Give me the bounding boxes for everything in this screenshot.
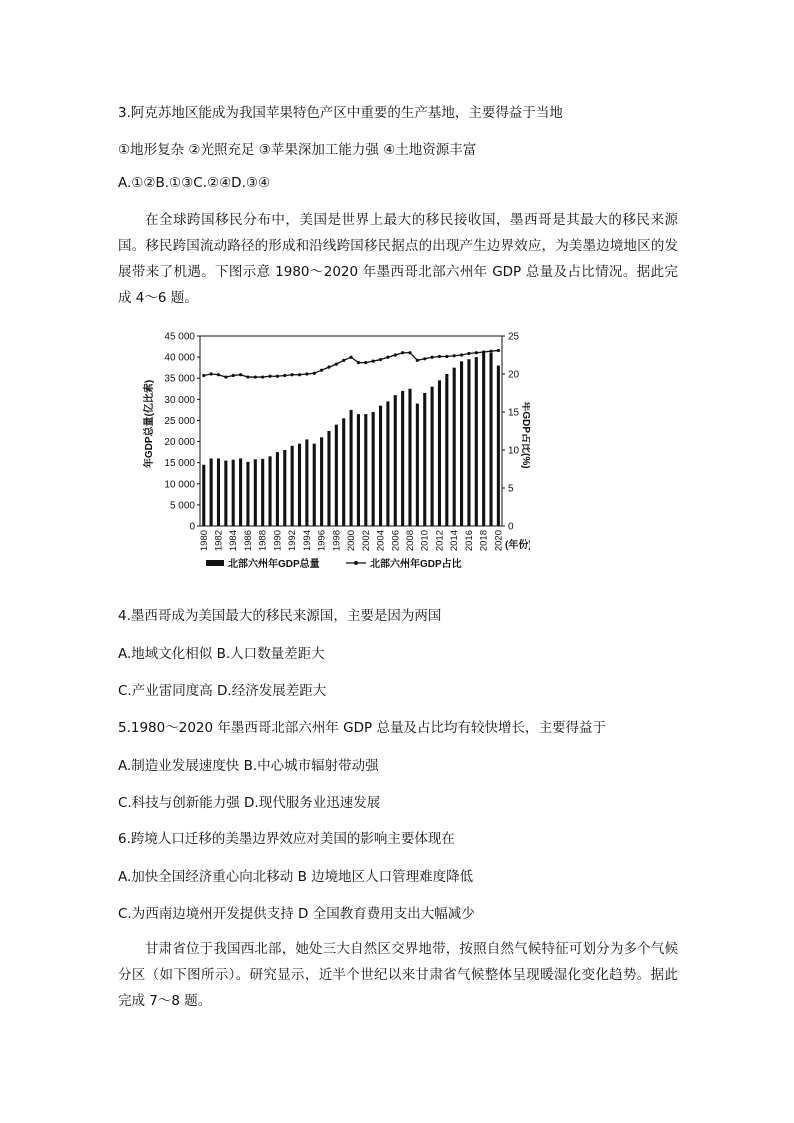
share-point bbox=[438, 355, 441, 358]
y-tick-label-left: 5 000 bbox=[169, 500, 195, 512]
legend-line-label: 北部六州年GDP占比 bbox=[370, 559, 462, 570]
q5-stem: 5.1980～2020 年墨西哥北部六州年 GDP 总量及占比均有较快增长，主要得益于 bbox=[118, 720, 606, 736]
x-tick-label: 2000 bbox=[346, 530, 358, 552]
gdp-bar bbox=[401, 391, 404, 526]
share-point bbox=[291, 373, 294, 376]
y-tick-label-left: 45 000 bbox=[164, 331, 195, 343]
gdp-bar bbox=[445, 374, 448, 526]
share-point bbox=[349, 356, 352, 359]
y-tick-label-left: 25 000 bbox=[164, 415, 195, 427]
gdp-bar bbox=[239, 458, 242, 526]
q3-items: ①地形复杂 ②光照充足 ③苹果深加工能力强 ④土地资源丰富 bbox=[118, 142, 477, 158]
gdp-bar bbox=[416, 404, 419, 526]
gdp-bar bbox=[497, 366, 500, 526]
share-point bbox=[335, 363, 338, 366]
gdp-bar bbox=[489, 353, 492, 526]
x-tick-label: 1980 bbox=[198, 530, 210, 552]
y-tick-label-right: 25 bbox=[508, 331, 520, 343]
gdp-bar bbox=[386, 401, 389, 526]
share-point bbox=[268, 375, 271, 378]
share-point bbox=[379, 358, 382, 361]
y-axis-label-right: 年GDP占比(%) bbox=[520, 401, 530, 469]
share-point bbox=[261, 375, 264, 378]
q4-option-ab: A.地域文化相似 B.人口数量差距大 bbox=[118, 646, 325, 662]
share-point bbox=[453, 354, 456, 357]
share-point bbox=[445, 355, 448, 358]
gdp-bar bbox=[254, 459, 257, 526]
y-tick-label-right: 15 bbox=[508, 407, 520, 419]
legend bbox=[206, 557, 462, 570]
gdp-bar bbox=[291, 446, 294, 526]
legend-line-marker bbox=[354, 561, 358, 565]
q6-option-cd: C.为西南边境州开发提供支持 D 全国教育费用支出大幅减少 bbox=[118, 906, 475, 922]
y-tick-label-right: 0 bbox=[508, 521, 514, 533]
x-tick-label: 2016 bbox=[463, 530, 475, 552]
y-tick-label-left: 35 000 bbox=[164, 373, 195, 385]
gdp-bar bbox=[467, 359, 470, 526]
gdp-bar bbox=[327, 431, 330, 526]
q5-option-ab: A.制造业发展速度快 B.中心城市辐射带动强 bbox=[118, 758, 379, 774]
share-point bbox=[327, 366, 330, 369]
x-tick-label: 1990 bbox=[272, 530, 284, 552]
gdp-bar bbox=[379, 406, 382, 526]
gdp-bar bbox=[224, 461, 227, 526]
gdp-bar bbox=[335, 425, 338, 526]
share-point bbox=[283, 374, 286, 377]
share-point bbox=[416, 359, 419, 362]
share-point bbox=[467, 352, 470, 355]
x-tick-label: 2002 bbox=[360, 530, 372, 552]
share-point bbox=[217, 373, 220, 376]
gdp-bar bbox=[394, 395, 397, 526]
gdp-bar bbox=[246, 462, 249, 526]
gdp-bar bbox=[202, 465, 205, 526]
x-tick-label: 1994 bbox=[301, 530, 313, 552]
gdp-bar bbox=[313, 444, 316, 526]
y-tick-label-right: 20 bbox=[508, 369, 520, 381]
share-point bbox=[232, 374, 235, 377]
share-point bbox=[431, 356, 434, 359]
gdp-bar bbox=[276, 452, 279, 526]
share-point bbox=[386, 356, 389, 359]
x-tick-label: 2004 bbox=[375, 530, 387, 552]
y-tick-label-right: 5 bbox=[508, 483, 514, 495]
share-point bbox=[298, 373, 301, 376]
q4-stem: 4.墨西哥成为美国最大的移民来源国，主要是因为两国 bbox=[118, 608, 442, 624]
gdp-bar bbox=[423, 393, 426, 526]
gdp-bar bbox=[431, 387, 434, 526]
x-tick-label: 2018 bbox=[478, 530, 490, 552]
passage-gansu: 甘肃省位于我国西北部，她处三大自然区交界地带，按照自然气候特征可划分为多个气候分区（如下图所示）。研究显示，近半个世纪以来甘肃省气候整体呈现暖湿化变化趋势。据此完成 7～8 题。 bbox=[118, 941, 678, 1009]
gdp-bar bbox=[372, 412, 375, 526]
share-point bbox=[246, 375, 249, 378]
gdp-bar bbox=[350, 410, 353, 526]
gdp-bar bbox=[305, 439, 308, 526]
q3-options: A.①②B.①③C.②④D.③④ bbox=[118, 175, 271, 191]
share-point bbox=[313, 372, 316, 375]
gdp-bar bbox=[357, 414, 360, 526]
q6-stem: 6.跨境人口迁移的美墨边界效应对美国的影响主要体现在 bbox=[118, 831, 455, 847]
x-axis-label: (年份) bbox=[505, 540, 530, 551]
y-tick-label-right: 10 bbox=[508, 445, 520, 457]
gdp-bar bbox=[320, 437, 323, 526]
y-tick-label-left: 10 000 bbox=[164, 479, 195, 491]
share-point bbox=[210, 372, 213, 375]
q5-option-cd: C.科技与创新能力强 D.现代服务业迅速发展 bbox=[118, 795, 381, 811]
share-point bbox=[408, 351, 411, 354]
q6-option-ab: A.加快全国经济重心向北移动 B 边境地区人口管理难度降低 bbox=[118, 869, 474, 885]
gdp-bar bbox=[298, 444, 301, 526]
share-point bbox=[372, 359, 375, 362]
y-axis-label-left: 年GDP总量(亿比索) bbox=[144, 379, 155, 469]
x-tick-label: 1992 bbox=[287, 530, 299, 552]
x-tick-label: 1982 bbox=[213, 530, 225, 552]
x-tick-label: 2006 bbox=[390, 530, 402, 552]
gdp-bar bbox=[210, 458, 213, 526]
gdp-bar bbox=[438, 380, 441, 526]
x-tick-label: 2020 bbox=[493, 530, 505, 552]
x-tick-label: 1986 bbox=[242, 530, 254, 552]
share-point bbox=[364, 361, 367, 364]
y-tick-label-left: 20 000 bbox=[164, 437, 195, 449]
share-point bbox=[394, 353, 397, 356]
share-point bbox=[460, 353, 463, 356]
gdp-bar bbox=[269, 456, 272, 526]
gdp-bar bbox=[342, 418, 345, 526]
y-tick-label-left: 30 000 bbox=[164, 394, 195, 406]
share-point bbox=[357, 361, 360, 364]
gdp-bar bbox=[408, 389, 411, 526]
y-tick-label-left: 0 bbox=[189, 521, 195, 533]
gdp-chart bbox=[140, 322, 530, 586]
x-tick-label: 1996 bbox=[316, 530, 328, 552]
y-tick-label-left: 15 000 bbox=[164, 458, 195, 470]
share-point bbox=[276, 375, 279, 378]
gdp-bar bbox=[364, 414, 367, 526]
share-point bbox=[224, 375, 227, 378]
passage-migration: 在全球跨国移民分布中，美国是世界上最大的移民接收国，墨西哥是其最大的移民来源国。移民跨国流动路径的形成和沿线跨国移民据点的出现产生边界效应，为美墨边境地区的发展带来了机遇。下图示意 1980～2020 年墨西哥北部六州年 GDP 总量及占比情况。据此完成 4～6 题。 bbox=[118, 212, 678, 306]
legend-bar-swatch bbox=[206, 560, 224, 566]
share-point bbox=[342, 359, 345, 362]
x-tick-label: 1984 bbox=[228, 530, 240, 552]
share-point bbox=[305, 372, 308, 375]
share-point bbox=[423, 357, 426, 360]
x-tick-label: 1998 bbox=[331, 530, 343, 552]
gdp-bar bbox=[283, 450, 286, 526]
gdp-bar bbox=[475, 357, 478, 526]
legend-bar-label: 北部六州年GDP总量 bbox=[228, 559, 320, 570]
q4-option-cd: C.产业雷同度高 D.经济发展差距大 bbox=[118, 683, 327, 699]
gdp-bar bbox=[460, 361, 463, 526]
x-tick-label: 2010 bbox=[419, 530, 431, 552]
share-point bbox=[320, 369, 323, 372]
x-tick-label: 1988 bbox=[257, 530, 269, 552]
share-point bbox=[489, 350, 492, 353]
y-tick-label-left: 40 000 bbox=[164, 352, 195, 364]
share-point bbox=[401, 351, 404, 354]
share-point bbox=[239, 373, 242, 376]
share-point bbox=[497, 349, 500, 352]
gdp-bar bbox=[217, 458, 220, 526]
x-tick-label: 2014 bbox=[449, 530, 461, 552]
gdp-bar bbox=[453, 368, 456, 526]
x-tick-label: 2008 bbox=[405, 530, 416, 552]
q3-stem: 3.阿克苏地区能成为我国苹果特色产区中重要的生产基地，主要得益于当地 bbox=[118, 105, 563, 121]
gdp-bar bbox=[232, 460, 235, 526]
share-point bbox=[475, 351, 478, 354]
share-point bbox=[202, 374, 205, 377]
gdp-bar bbox=[261, 459, 264, 526]
share-point bbox=[482, 350, 485, 353]
gdp-bar bbox=[482, 353, 485, 526]
share-point bbox=[254, 375, 257, 378]
x-tick-label: 2012 bbox=[434, 530, 446, 552]
